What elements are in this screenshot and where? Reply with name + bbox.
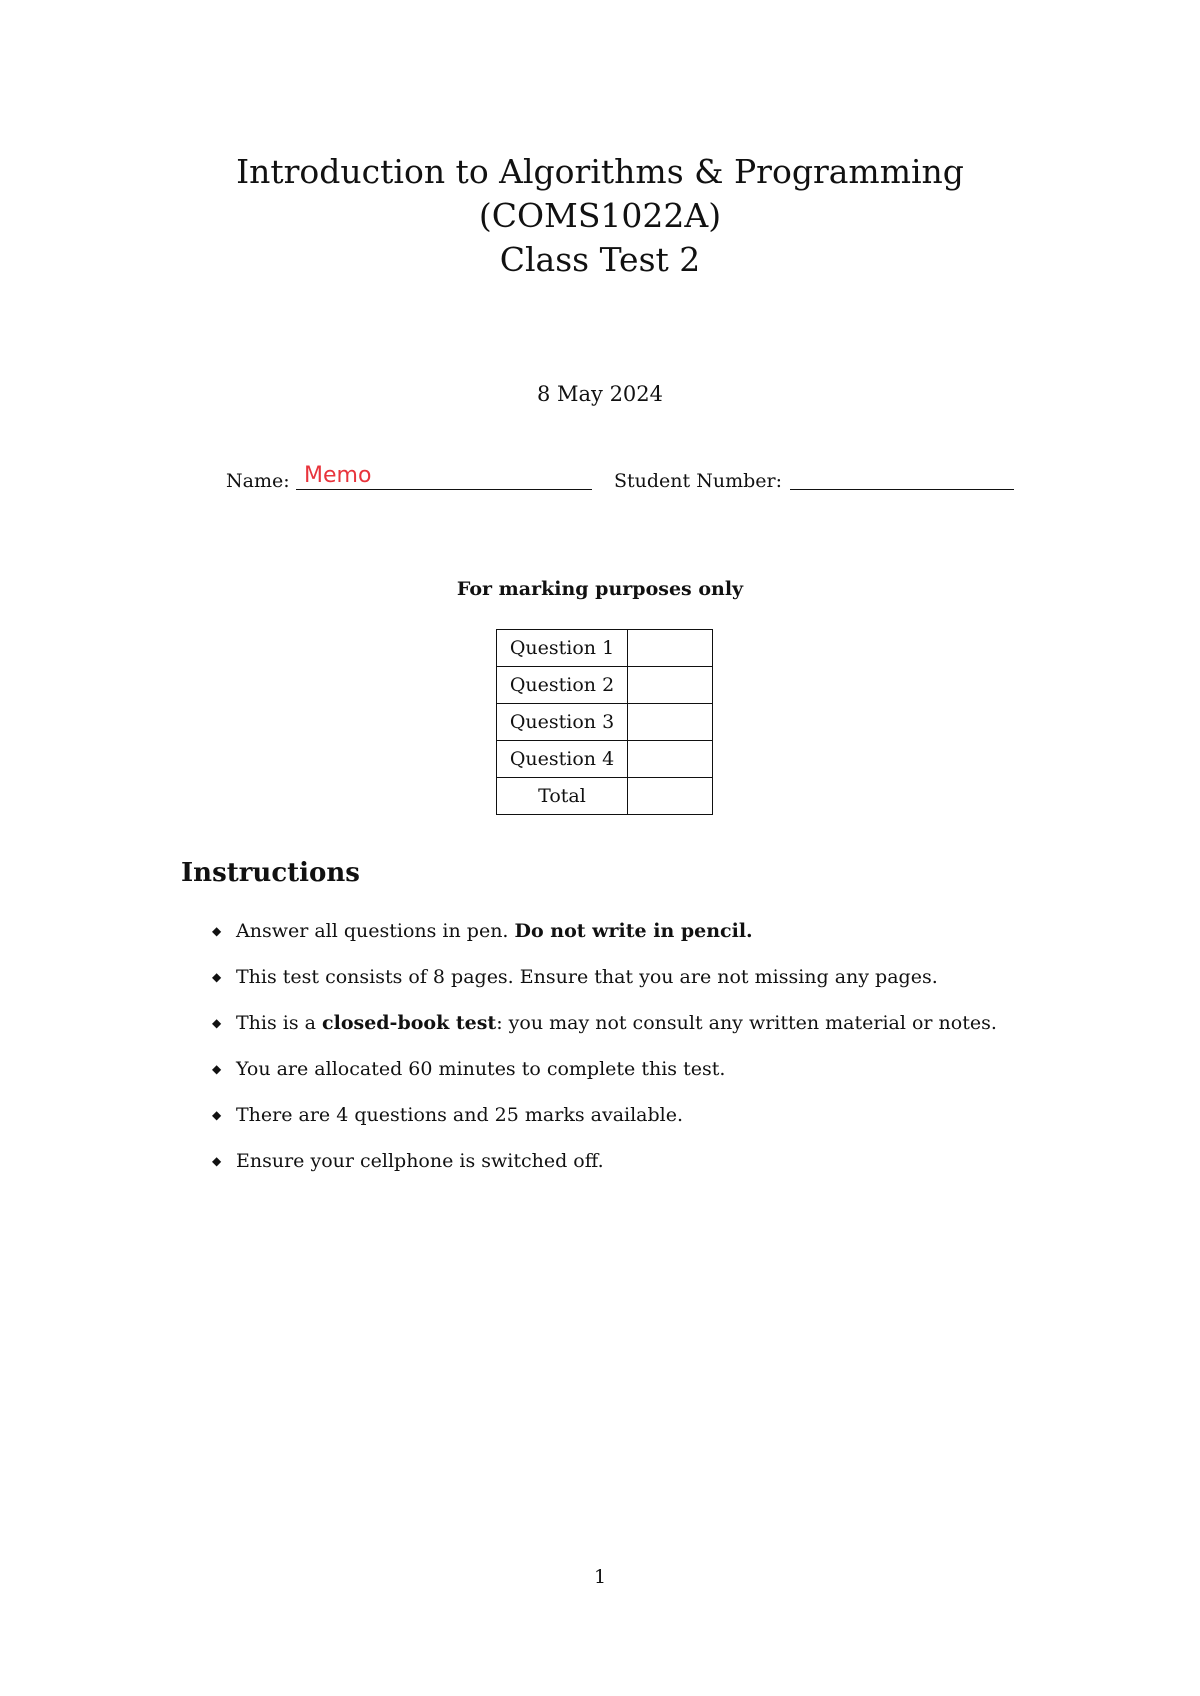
instruction-text-after: : you may not consult any written material or notes.: [496, 1012, 997, 1034]
student-number-label: Student Number:: [614, 470, 782, 492]
document-title: [0, 150, 1200, 282]
list-item: [214, 1056, 1034, 1102]
table-row: [497, 704, 713, 741]
table-row: [497, 667, 713, 704]
instruction-text: Answer all questions in pen.: [236, 920, 509, 942]
score-cell[interactable]: [628, 667, 713, 704]
name-label: Name:: [226, 470, 290, 492]
instruction-text: You are allocated 60 minutes to complete this test.: [236, 1058, 726, 1080]
student-number-line[interactable]: [790, 459, 1014, 490]
student-details: [226, 460, 1016, 500]
instructions-heading: Instructions: [181, 858, 360, 888]
instructions-list: [214, 918, 1034, 1194]
instruction-emphasis: Do not write in pencil.: [514, 920, 753, 942]
total-score-cell[interactable]: [628, 778, 713, 815]
name-value: Memo: [304, 463, 372, 488]
score-cell[interactable]: [628, 704, 713, 741]
instruction-emphasis: closed-book test: [322, 1012, 497, 1034]
instruction-text: This is a: [236, 1012, 316, 1034]
bullet-icon: ◆: [212, 1016, 222, 1030]
marks-table: [496, 629, 713, 815]
instruction-text: Ensure your cellphone is switched off.: [236, 1150, 604, 1172]
marking-heading: For marking purposes only: [456, 578, 744, 600]
bullet-icon: ◆: [212, 1062, 222, 1076]
test-name: Class Test 2: [499, 240, 701, 279]
question-label: Question 3: [497, 704, 628, 741]
course-title: Introduction to Algorithms & Programming: [236, 152, 964, 191]
course-code: (COMS1022A): [478, 196, 722, 235]
table-row: [497, 778, 713, 815]
list-item: [214, 1010, 1034, 1056]
test-date: 8 May 2024: [536, 382, 664, 406]
list-item: [214, 1148, 1034, 1194]
student-number-field[interactable]: [614, 460, 1014, 496]
name-field[interactable]: [226, 460, 592, 496]
question-label: Question 1: [497, 630, 628, 667]
bullet-icon: ◆: [212, 924, 222, 938]
score-cell[interactable]: [628, 741, 713, 778]
question-label: Question 4: [497, 741, 628, 778]
table-row: [497, 630, 713, 667]
bullet-icon: ◆: [212, 970, 222, 984]
table-row: [497, 741, 713, 778]
bullet-icon: ◆: [212, 1154, 222, 1168]
score-cell[interactable]: [628, 630, 713, 667]
list-item: [214, 1102, 1034, 1148]
list-item: [214, 918, 1034, 964]
name-line[interactable]: [296, 459, 592, 490]
page-number: 1: [593, 1566, 607, 1588]
list-item: [214, 964, 1034, 1010]
instruction-text: This test consists of 8 pages. Ensure that you are not missing any pages.: [236, 966, 938, 988]
question-label: Question 2: [497, 667, 628, 704]
total-label: Total: [497, 778, 628, 815]
bullet-icon: ◆: [212, 1108, 222, 1122]
instruction-text: There are 4 questions and 25 marks available.: [236, 1104, 684, 1126]
